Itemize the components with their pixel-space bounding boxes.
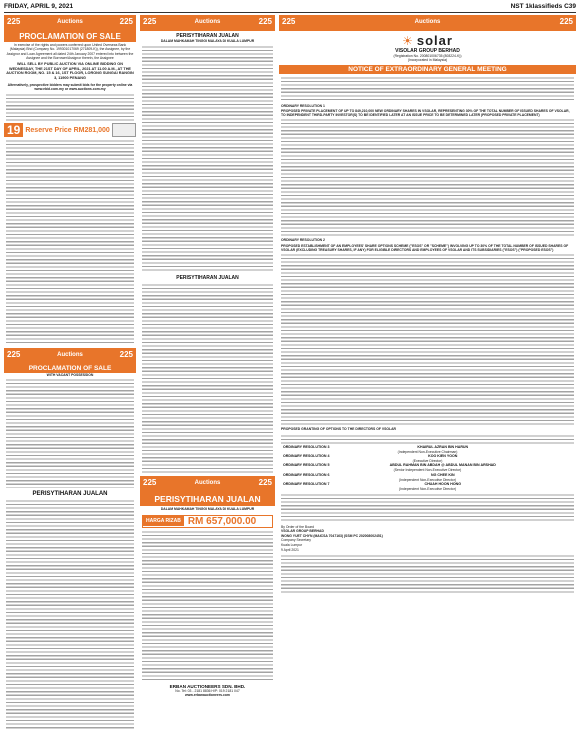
signer-role: Company Secretary bbox=[281, 538, 311, 543]
ad-note: Alternatively, prospective bidders may submit bids for the property online via www.ebid.com.my or www.auctions.com.my bbox=[7, 82, 133, 91]
ad-body-text bbox=[6, 499, 134, 729]
notice-body-text bbox=[281, 493, 574, 523]
notice-body-text bbox=[281, 434, 574, 444]
signer-company: VSOLAR GROUP BERHAD bbox=[281, 529, 324, 534]
ad-body-text bbox=[6, 93, 134, 121]
header-rule bbox=[4, 12, 576, 13]
ad-intro: In exercise of the rights and powers conferred upon United Overseas Bank (Malaysia) Bhd (Company No. 199301017069 (271809-K)), the Assignee, by the Assignor and Loan Agreement all dated 24th January 2007 entered into between the Assignee and the Borrower/Assignor therein, the Assignee bbox=[6, 43, 134, 60]
reserve-row bbox=[4, 123, 136, 137]
notice-title: NOTICE OF EXTRAORDINARY GENERAL MEETING bbox=[279, 65, 576, 74]
resolution-text: PROPOSED PRIVATE PLACEMENT OF UP TO 849,210,000 NEW ORDINARY SHARES IN VSOLAR, REPRESENTING 30% OF THE TOTAL NUMBER OF ISSUED SHARES OF VSOLAR, TO INDEPENDENT THIRD-PARTY INVESTOR(S) TO BE IDENTIFIED LATER AT AN ISSUE PRICE TO BE DETERMINED LATER (PROPOSED PRIVATE PLACEMENT) bbox=[281, 108, 570, 118]
notice-body-text bbox=[281, 118, 574, 236]
category-number: 225 bbox=[258, 17, 272, 26]
page-header bbox=[4, 3, 576, 12]
category-label: Auctions bbox=[194, 19, 221, 25]
resolution-heading: ORDINARY RESOLUTION 2 bbox=[281, 238, 325, 243]
ad-subtitle: DALAM MAHKAMAH TINGGI MALAYA DI KUALA LUMPUR bbox=[160, 39, 255, 43]
category-number: 225 bbox=[119, 17, 133, 26]
category-label: Auctions bbox=[414, 19, 441, 25]
director-name: KHAIRUL AZRAN BIN HARUN bbox=[417, 444, 469, 449]
reserve-label: HARGA RIZAB bbox=[143, 516, 184, 526]
signing-date: 9 April 2021 bbox=[281, 547, 299, 552]
company-logo bbox=[279, 31, 576, 48]
ad-subtitle: WITH VACANT POSSESSION bbox=[46, 373, 94, 378]
category-bar bbox=[279, 15, 576, 31]
resolution-label: ORDINARY RESOLUTION 4 bbox=[283, 453, 330, 458]
category-label: Auctions bbox=[57, 352, 83, 359]
category-bar bbox=[140, 15, 275, 31]
category-number: 225 bbox=[282, 17, 296, 26]
category-label: Auctions bbox=[57, 19, 83, 25]
reserve-number: 19 bbox=[4, 123, 23, 137]
company-registration: (Registration No. 200801006735 (808224-K)) bbox=[393, 54, 462, 58]
signer-name: WONG YUET CHYN (MAICSA 7047163) (SSM PC 202008002451) bbox=[281, 533, 383, 538]
category-number: 225 bbox=[143, 478, 157, 488]
signing-place: Kuala Lumpur bbox=[281, 543, 303, 548]
company-name: VISOLAR GROUP BERHAD bbox=[395, 48, 460, 54]
director-name: CHUAH HOON HONG bbox=[424, 481, 462, 486]
ad-title: PERISYTIHARAN JUALAN bbox=[176, 33, 239, 39]
category-number: 225 bbox=[7, 350, 21, 360]
resolution-heading: PROPOSED GRANTING OF OPTIONS TO THE DIRECTORS OF VSOLAR bbox=[281, 427, 396, 432]
ad-body-text bbox=[142, 530, 273, 680]
notice-body-text bbox=[281, 76, 574, 102]
director-name: ABDUL RAHMAN BIN ABDAH @ ABDUL MANAN BIN ARSHAD bbox=[389, 463, 496, 468]
ad-body-text bbox=[6, 378, 134, 488]
resolution-text: PROPOSED ESTABLISHMENT OF AN EMPLOYEES' SHARE OPTIONS SCHEME ("ESOS" OR "SCHEME") INVOLVING UP TO 30% OF THE TOTAL NUMBER OF ISSUED SHARES OF VSOLAR (EXCLUDING TREASURY SHARES, IF ANY) FOR ELIGIBLE DIRECTORS AND EMPLOYEES OF VSOLAR AND ITS SUBSIDIARIES ("ESOS") ("PROPOSED ESOS") bbox=[281, 243, 569, 253]
director-role: (Independent Non-Executive Director) bbox=[399, 486, 456, 491]
director-role: (Executive Director) bbox=[412, 458, 443, 463]
category-bar bbox=[140, 476, 275, 492]
column-2 bbox=[140, 15, 275, 729]
director-role: (Independent Non-Executive Chairman) bbox=[397, 449, 458, 454]
firm-website: www.erbanauctioneers.com bbox=[185, 692, 230, 697]
page-section: NST 1klassifieds C39 bbox=[510, 3, 576, 10]
auction-firm: ERBAN AUCTIONEERS SDN. BHD. bbox=[169, 683, 246, 689]
ad-body-text bbox=[6, 139, 134, 345]
firm-contact: No. Tel: 03 - 2181 8836 H/P: 019 2181 047 bbox=[175, 688, 240, 693]
reserve-value: RM 657,000.00 bbox=[187, 515, 257, 527]
ad-headline: PERISYTIHARAN JUALAN bbox=[32, 491, 108, 498]
ad-subtitle: DALAM MAHKAMAH TINGGI MALAYA DI KUALA LUMPUR bbox=[160, 507, 255, 512]
sun-icon: ☀ bbox=[402, 33, 413, 48]
page-date: FRIDAY, APRIL 9, 2021 bbox=[4, 3, 74, 10]
ad-body-text bbox=[142, 283, 273, 473]
resolution-label: ORDINARY RESOLUTION 5 bbox=[283, 463, 330, 468]
notice-body-text bbox=[281, 253, 574, 425]
resolution-label: ORDINARY RESOLUTION 3 bbox=[283, 444, 330, 449]
category-number: 225 bbox=[119, 350, 133, 360]
resolution-heading: ORDINARY RESOLUTION 1 bbox=[281, 103, 325, 108]
resolution-label: ORDINARY RESOLUTION 7 bbox=[283, 481, 330, 486]
notes-text bbox=[281, 554, 574, 594]
category-number: 225 bbox=[559, 17, 573, 26]
resolution-row bbox=[279, 473, 576, 478]
director-name: NG CHEE KIN bbox=[430, 472, 455, 477]
company-incorporation: (Incorporated in Malaysia) bbox=[407, 58, 448, 63]
category-number: 225 bbox=[258, 478, 272, 488]
director-resolutions bbox=[279, 445, 576, 491]
director-name: KOO KIEN YOON bbox=[428, 453, 458, 458]
category-bar bbox=[4, 348, 136, 364]
ad-title: PROCLAMATION OF SALE bbox=[4, 364, 136, 373]
director-role: (Senior Independent Non-Executive Director) bbox=[393, 468, 462, 473]
reserve-price-box bbox=[142, 515, 273, 528]
logo-text: solar bbox=[416, 33, 453, 48]
column-3 bbox=[279, 15, 576, 729]
reserve-price: Reserve Price RM281,000 bbox=[25, 126, 110, 134]
column-1 bbox=[4, 15, 136, 729]
ad-title: PERISYTIHARAN JUALAN bbox=[140, 492, 275, 506]
ad-title: PERISYTIHARAN JUALAN bbox=[176, 275, 239, 282]
resolution-row bbox=[279, 445, 576, 450]
ad-title: PROCLAMATION OF SALE bbox=[4, 31, 136, 42]
category-bar bbox=[4, 15, 136, 31]
location-map bbox=[112, 123, 136, 137]
ad-will-sell: WILL SELL BY PUBLIC AUCTION VIA ONLINE BIDDING ON WEDNESDAY, THE 21ST DAY OF APRIL, 2021 AT 11.00 A.M., AT THE AUCTION ROOM, NO. 15 & 16, 1ST FLOOR, LORONG SUNGAI RANGIN 3, 11900 PENANG bbox=[6, 62, 134, 80]
ad-body-text bbox=[142, 45, 273, 271]
category-label: Auctions bbox=[194, 480, 221, 487]
director-role: (Independent Non-Executive Director) bbox=[399, 477, 456, 482]
resolution-label: ORDINARY RESOLUTION 6 bbox=[283, 472, 330, 477]
category-number: 225 bbox=[7, 17, 21, 26]
by-order: By Order of the Board bbox=[281, 525, 314, 530]
category-number: 225 bbox=[143, 17, 157, 26]
